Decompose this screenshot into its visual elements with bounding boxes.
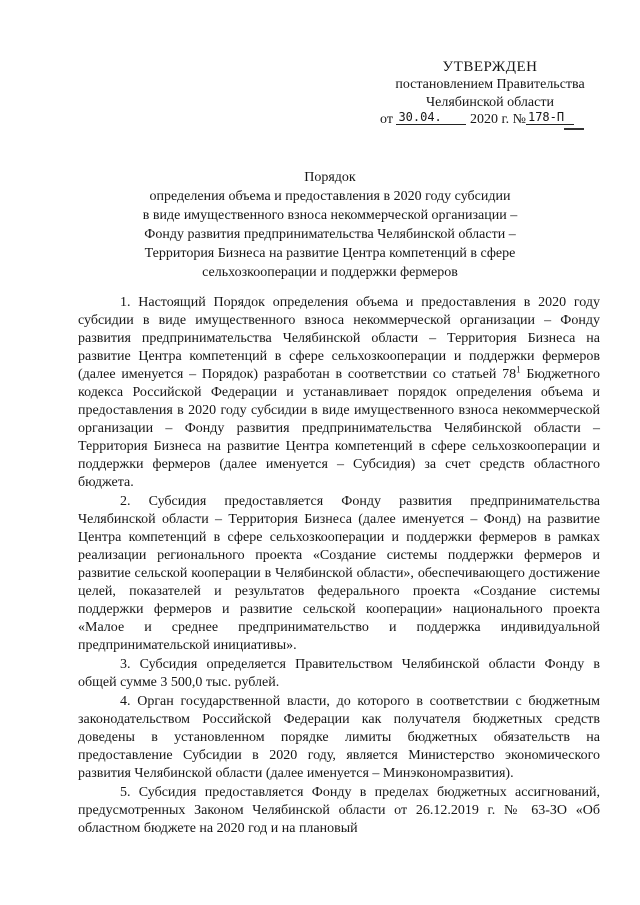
year-label: 2020 г. №	[469, 112, 526, 127]
paragraph-3: 3. Субсидия определяется Правительством Челябинской области Фонду в общей сумме 3 500,0 тыс. рублей.	[78, 657, 600, 690]
approval-line-1: постановлением Правительства	[395, 77, 585, 92]
paragraph-4: 4. Орган государственной власти, до которого в соответствии с бюджетным законодательством Российской Федерации как получателя бюджетных средств доведены в установленном порядке лимиты бюджетных обязательств на предоставление Субсидии в 2020 году, является Министерство экономического развития Челябинской области (далее именуется – Минэкономразвития).	[78, 694, 600, 781]
title-line-5: сельхозкооперации и поддержки фермеров	[202, 265, 458, 280]
title-line-2: в виде имущественного взноса некоммерческой организации –	[142, 208, 518, 223]
title-line-3: Фонду развития предпринимательства Челябинской области –	[144, 227, 516, 242]
title-heading: Порядок	[304, 170, 356, 185]
stamp-mark	[564, 128, 584, 130]
title-line-4: Территория Бизнеса на развитие Центра компетенций в сфере	[144, 246, 516, 261]
approval-number: 178-П	[526, 110, 574, 125]
paragraph-5: 5. Субсидия предоставляется Фонду в пределах бюджетных ассигнований, предусмотренных Законом Челябинской области от 26.12.2019 г. № 63-ЗО «Об областном бюджете на 2020 год и на плановый	[78, 785, 600, 836]
document-title	[60, 168, 600, 282]
paragraph-2: 2. Субсидия предоставляется Фонду развития предпринимательства Челябинской области – Территория Бизнеса (далее именуется – Фонд) на развитие Центра компетенций в сфере сельхозкооперации и поддержки фермеров в рамках реализации регионального проекта «Создание системы поддержки фермеров и развитие сельской кооперации в Челябинской области», обеспечивающего достижение целей, показателей и результатов федерального проекта «Создание системы поддержки фермеров и развитие сельской кооперации» национального проекта «Малое и среднее предпринимательство и поддержка индивидуальной предпринимательской инициативы».	[78, 494, 600, 653]
approval-date-number-line	[380, 110, 620, 129]
document-body	[78, 294, 600, 839]
approval-heading: УТВЕРЖДЕН	[442, 59, 538, 75]
title-line-1: определения объема и предоставления в 2020 году субсидии	[149, 189, 511, 204]
paragraph-1-part-a: 1. Настоящий Порядок определения объема и предоставления в 2020 году субсидии в виде имущественного взноса некоммерческой организации – Фонду развития предпринимательства Челябинской области – Территория Бизнеса на развитие Центра компетенций в сфере сельхозкооперации и поддержки фермеров (далее именуется – Порядок) разработан в соответствии со статьей 78	[78, 295, 600, 382]
paragraph-1-part-b: Бюджетного кодекса Российской Федерации и устанавливает порядок определения объема и предоставления в 2020 году субсидии в виде имущественного взноса некоммерческой организации – Фонду развития предпринимательства Челябинской области – Территория Бизнеса на развитие Центра компетенций в сфере сельхозкооперации и поддержки фермеров (далее именуется – Субсидия) за счет средств областного бюджета.	[78, 367, 600, 490]
from-label: от	[380, 112, 393, 127]
paragraph-1	[78, 294, 600, 492]
approval-date: 30.04.	[396, 110, 466, 125]
article-superscript: 1	[516, 364, 521, 375]
approval-block	[380, 58, 600, 112]
approval-line-2: Челябинской области	[426, 95, 554, 110]
